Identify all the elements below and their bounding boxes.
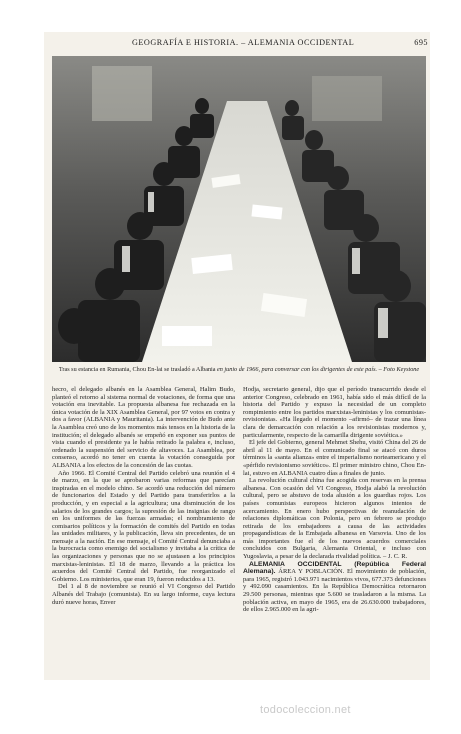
paragraph: Del 1 al 8 de noviembre se reunió el VI Congreso del Partido Albanés del Trabajo (comunista). En su largo informe, cuya lectura duró nueve horas, Enver	[52, 583, 235, 606]
book-page	[44, 32, 430, 680]
watermark-logo: todocoleccion.net	[260, 704, 351, 716]
page-header	[44, 38, 430, 50]
caption-rest: en junio de 1966, para conversar con los dirigentes de este país. – Foto Keystone	[217, 366, 420, 373]
section-heading: ALEMANIA OCCIDENTAL (República Federal Alemana).	[243, 560, 426, 576]
paragraph: Hodja, secretario general, dijo que el período transcurrido desde el anterior Congreso, celebrado en 1961, había sido el más difícil de la historia del Partido y expuso la necesidad de un completo rompimiento entre los partidos marxistas-leninistas y los comunistas-revisionistas. «Ha llegado el momento –afirmó– de trazar una línea clara de demarcación con relación a los revisionistas modernos y, particularmente, respecto de la camarilla dirigente soviética.»	[243, 386, 426, 439]
section-text: El movimiento de población, para 1965, registró 1.043.971 nacimientos vivos, 677.373 defunciones y 492.090 casamientos. En la República Democrática retornaron 29.500 personas, mientras que 5.600 se trasladaron a la misma. La población activa, en mayo de 1965, era de 26.630.000 trabajadores, de ellos 2.965.000 en la agri-	[243, 568, 426, 614]
article-columns	[52, 386, 426, 676]
right-column	[243, 386, 426, 676]
page-number: 695	[414, 38, 428, 47]
running-title: GEOGRAFÍA E HISTORIA. – ALEMANIA OCCIDENTAL	[132, 38, 355, 47]
section-subheading: ÁREA Y POBLACIÓN.	[278, 568, 345, 576]
paragraph: hecro, el delegado albanés en la Asamblea General, Halim Budo, planteó el retorno al sistema normal de votaciones, de forma que una votación era inevitable. La propuesta albanesa fue rechazada en la única votación de la XIX Asamblea General, por 97 votos en contra y dos a favor (ALBANIA y Mauritania). La intervención de Budo ante la Asamblea creó uno de los momentos más tensos en la historia de la institución; el delegado albanés se empeñó en exponer sus puntos de vista cuando el presidente ya le había retirado la palabra e, incluso, ordenado la suspensión del servicio de altavoces. La Asamblea, por consenso, acordó no tener en cuenta la votación conseguida por ALBANIA a los efectos de la concesión de las cuotas.	[52, 386, 235, 469]
meeting-photo-illustration	[52, 56, 426, 362]
paragraph: Año 1966. El Comité Central del Partido celebró una reunión el 4 de marzo, en la que se aprobaron varias reformas que parecían inspiradas en el modelo chino. Se acordó una reducción del número de funcionarios del Estado y del Partido para transferirlos a la producción, y en especial a la agricultura; una disminución de los salarios de los grandes cargos; la supresión de las insignias de rango en los uniformes de las fuerzas armadas; el nombramiento de comisarios políticos y la formación de comités del Partido en todas las unidades militares, y la publicación, lleva sin precedentes, de un mensaje a la nación. En ese mensaje, el Comité Central denunciaba a la burocracia como enemigo del socialismo y invitaba a la crítica de las organizaciones y personas que no se ajustasen a los principios marxistas-leninistas. El 18 de marzo, llevando a la práctica los acuerdos del Comité Central del Partido, fue reorganizado el Gobierno. Los ministerios, que eran 19, fueron reducidos a 13.	[52, 469, 235, 583]
caption-lead: Tras su estancia en Rumania, Chou En-lai se trasladó a Albania	[58, 366, 216, 373]
left-column	[52, 386, 235, 676]
section-paragraph	[243, 561, 426, 614]
paragraph: El jefe del Gobierno, general Mehmet Shehu, visitó China del 26 de abril al 11 de mayo. En el comunicado final se atacó con duros términos la «santa alianza» entre el imperialismo norteamericano y el «pérfido revisionismo soviético». El primer ministro chino, Chou En-lai, estuvo en ALBANIA cuatro días a finales de junio.	[243, 439, 426, 477]
meeting-photo	[52, 56, 426, 362]
photo-caption	[52, 366, 426, 374]
paragraph: La revolución cultural china fue acogida con reservas en la prensa albanesa. Con ocasión del VI Congreso, Hodja alabó la revolución cultural, pero se abstuvo de toda alusión a los guardias rojos. Los países comunistas europeos hicieron algunos intentos de acercamiento. En enero hubo perspectivas de reanudación de relaciones diplomáticas con Polonia, pero en febrero se produjo retirada de los embajadores a causa de las actividades propagandísticas de la Embajada albanesa en Varsovia. Uno de los más importantes fue el de los nuevos acuerdos comerciales concluidos con Bulgaria, Alemania Oriental, e incluso con Yugoslavia, a pesar de la declarada rivalidad política. – J. C. R.	[243, 477, 426, 561]
